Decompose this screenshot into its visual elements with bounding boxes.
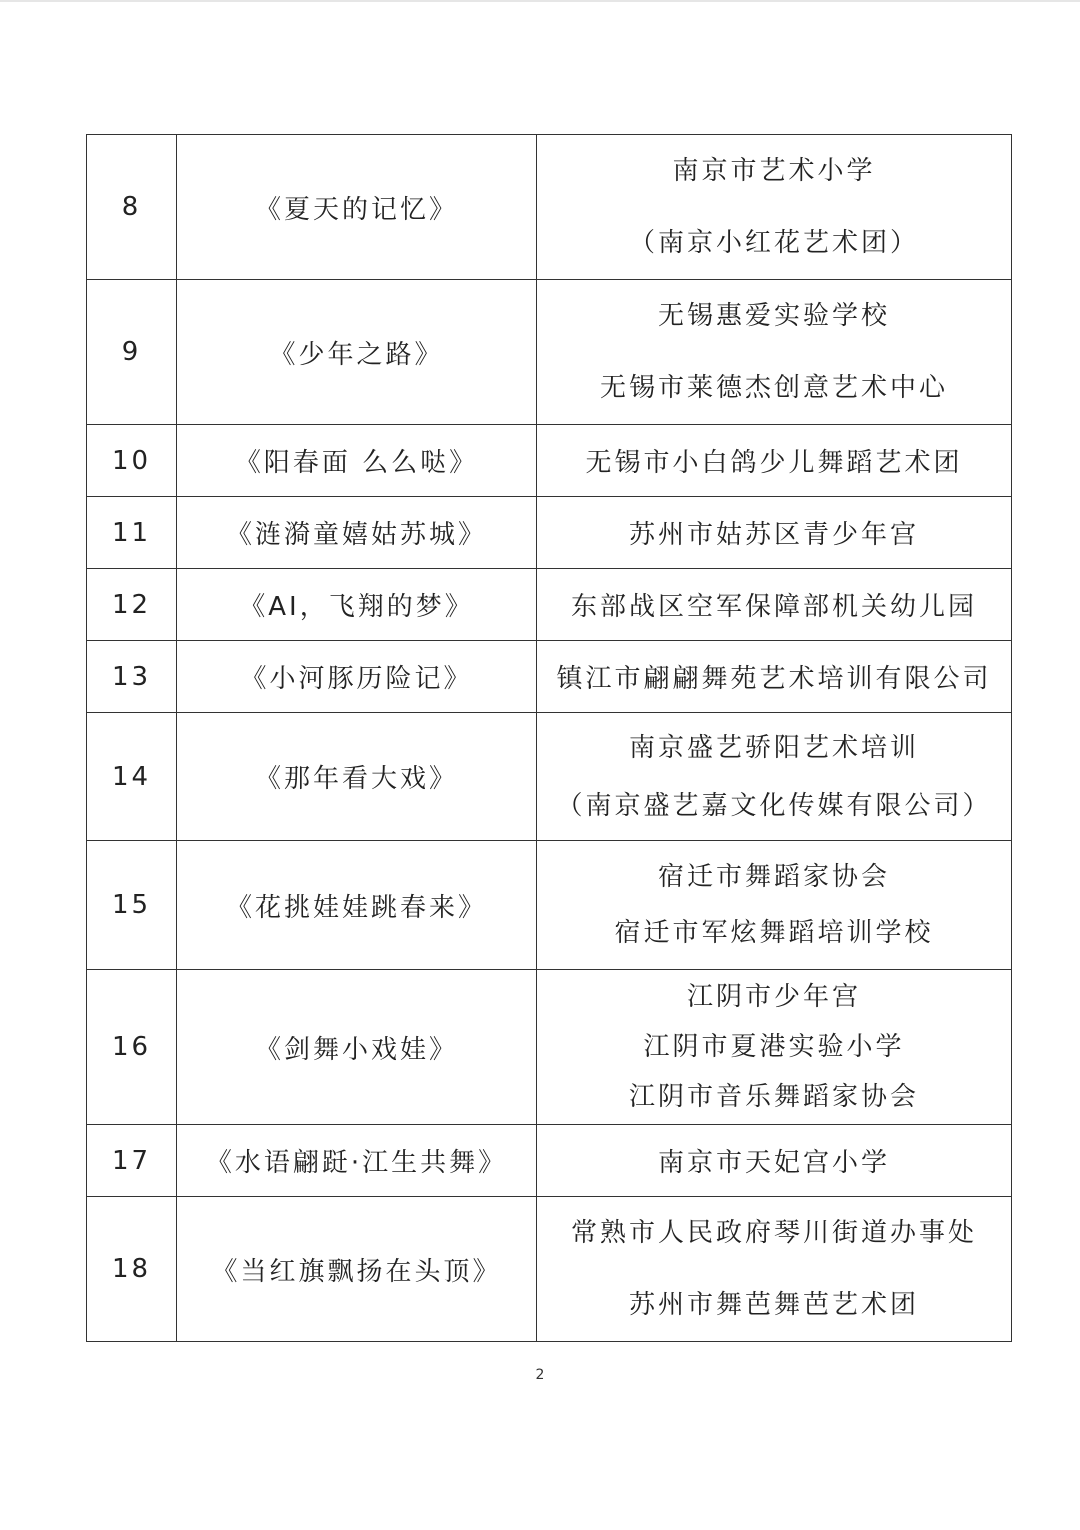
organization-cell xyxy=(537,425,1012,497)
organization-cell xyxy=(537,713,1012,841)
row-number: 8 xyxy=(87,135,177,280)
row-number: 12 xyxy=(87,569,177,641)
organization-name: 南京盛艺骄阳艺术培训 xyxy=(628,732,919,763)
table-row xyxy=(87,970,1012,1125)
table-row xyxy=(87,641,1012,713)
page-number: 2 xyxy=(535,1367,545,1383)
table-row xyxy=(87,1197,1012,1342)
organization-name: 江阴市夏港实验小学 xyxy=(643,1032,905,1062)
table-row xyxy=(87,1125,1012,1197)
organization-name: 江阴市少年宫 xyxy=(686,982,861,1012)
organization-cell xyxy=(537,1125,1012,1197)
organization-cell xyxy=(537,280,1012,425)
row-number: 14 xyxy=(87,713,177,841)
organization-name: 无锡惠爱实验学校 xyxy=(657,301,890,331)
table-row xyxy=(87,841,1012,970)
program-title: 《AI，飞翔的梦》 xyxy=(177,569,537,641)
table-row xyxy=(87,425,1012,497)
organization-name: 江阴市音乐舞蹈家协会 xyxy=(628,1082,919,1112)
row-number: 10 xyxy=(87,425,177,497)
row-number: 9 xyxy=(87,280,177,425)
table-row xyxy=(87,497,1012,569)
organization-name: 苏州市姑苏区青少年宫 xyxy=(628,520,919,550)
program-title: 《少年之路》 xyxy=(177,280,537,425)
program-title: 《涟漪童嬉姑苏城》 xyxy=(177,497,537,569)
program-title: 《剑舞小戏娃》 xyxy=(177,970,537,1125)
table-row xyxy=(87,135,1012,280)
organization-name: 南京市天妃宫小学 xyxy=(657,1148,890,1178)
program-title: 《水语翩跹·江生共舞》 xyxy=(177,1125,537,1197)
table-row xyxy=(87,569,1012,641)
row-number: 13 xyxy=(87,641,177,713)
organization-cell xyxy=(537,970,1012,1125)
organization-cell xyxy=(537,135,1012,280)
organization-name: 无锡市小白鸽少儿舞蹈艺术团 xyxy=(585,448,963,478)
program-title: 《夏天的记忆》 xyxy=(177,135,537,280)
organization-cell xyxy=(537,641,1012,713)
row-number: 18 xyxy=(87,1197,177,1342)
program-title: 《那年看大戏》 xyxy=(177,713,537,841)
organization-name: （南京盛艺嘉文化传媒有限公司） xyxy=(556,790,992,821)
program-title: 《当红旗飘扬在头顶》 xyxy=(177,1197,537,1342)
table-row xyxy=(87,713,1012,841)
program-title: 《小河豚历险记》 xyxy=(177,641,537,713)
table-row xyxy=(87,280,1012,425)
organization-name: 宿迁市军炫舞蹈培训学校 xyxy=(614,918,934,948)
organization-name: 苏州市舞芭舞芭艺术团 xyxy=(628,1290,919,1320)
row-number: 15 xyxy=(87,841,177,970)
organization-name: 宿迁市舞蹈家协会 xyxy=(657,862,890,892)
organization-cell xyxy=(537,841,1012,970)
organization-name: 常熟市人民政府琴川街道办事处 xyxy=(570,1218,977,1248)
program-title: 《阳春面 么么哒》 xyxy=(177,425,537,497)
organization-cell xyxy=(537,569,1012,641)
program-title: 《花挑娃娃跳春来》 xyxy=(177,841,537,970)
organization-cell xyxy=(537,1197,1012,1342)
organization-name: （南京小红花艺术团） xyxy=(628,228,919,258)
row-number: 16 xyxy=(87,970,177,1125)
organization-name: 镇江市翩翩舞苑艺术培训有限公司 xyxy=(556,664,992,694)
program-table xyxy=(86,134,1012,1342)
row-number: 11 xyxy=(87,497,177,569)
row-number: 17 xyxy=(87,1125,177,1197)
organization-name: 无锡市莱德杰创意艺术中心 xyxy=(599,373,948,403)
organization-name: 东部战区空军保障部机关幼儿园 xyxy=(570,592,977,622)
organization-cell xyxy=(537,497,1012,569)
organization-name: 南京市艺术小学 xyxy=(672,156,876,186)
